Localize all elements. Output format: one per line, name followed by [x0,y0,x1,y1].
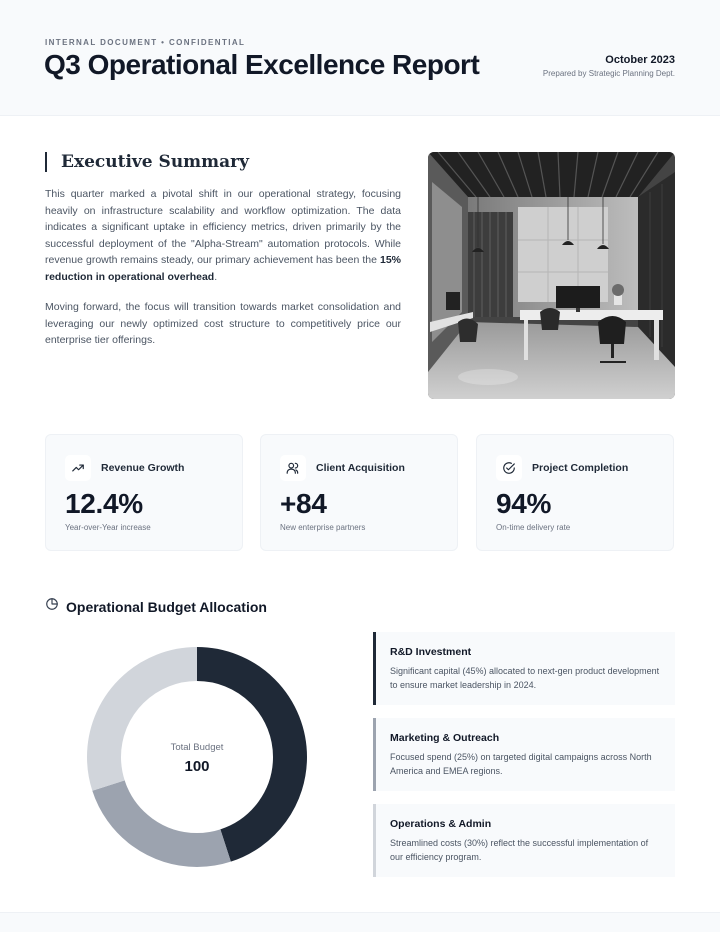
kpi-subtitle: On-time delivery rate [496,523,571,532]
budget-title: Operational Budget Allocation [66,598,267,615]
donut-center-label: Total Budget [170,742,224,753]
document-classification: INTERNAL DOCUMENT • CONFIDENTIAL [45,38,246,47]
allocation-description: Significant capital (45%) allocated to next-gen product development to ensure market leadership in 2024. [390,666,660,690]
pie-chart-icon [45,597,59,616]
kpi-value: 12.4% [65,488,143,519]
kpi-title: Client Acquisition [316,462,405,474]
office-photo [428,152,675,399]
summary-paragraph-2: Moving forward, the focus will transition towards market consolidation and leveraging our newly optimized cost structure to competitively price our enterprise tier offerings. [45,301,401,346]
budget-section-heading [45,597,267,616]
prepared-by: Prepared by Strategic Planning Dept. [542,69,675,78]
allocation-card-rnd [373,632,675,705]
kpi-value: +84 [280,488,327,519]
kpi-title: Revenue Growth [101,462,185,474]
report-header [0,0,720,116]
kpi-card-revenue-growth [45,434,243,551]
summary-p1-highlight: 15% reduction in operational overhead [45,254,401,283]
kpi-subtitle: Year-over-Year increase [65,523,151,532]
trending-up-icon [65,455,91,481]
allocation-card-marketing [373,718,675,791]
executive-summary-heading: Executive Summary [45,152,249,172]
allocation-title: Marketing & Outreach [390,732,500,744]
kpi-title: Project Completion [532,462,629,474]
page-title: Q3 Operational Excellence Report [44,49,480,80]
kpi-value: 94% [496,488,552,519]
summary-p1-text: This quarter marked a pivotal shift in our operational strategy, focusing heavily on infrastructure scalability and workflow optimization. The data indicates a significant uptake in efficiency metrics, driven primarily by the successful deployment of the "Alpha-Stream" automation protocols. While revenue growth remains steady, our primary achievement has been the [45,188,401,266]
summary-paragraph-1 [45,186,401,285]
summary-p1-end: . [214,270,218,283]
allocation-description: Streamlined costs (30%) reflect the successful implementation of our efficiency program. [390,838,649,862]
users-icon [280,455,306,481]
allocation-card-operations [373,804,675,877]
allocation-title: Operations & Admin [390,818,492,830]
kpi-subtitle: New enterprise partners [280,523,366,532]
check-circle-icon [496,455,522,481]
budget-donut-chart [87,647,307,867]
kpi-card-client-acquisition [260,434,458,551]
report-date: October 2023 [605,54,675,66]
page-footer [0,912,720,932]
donut-center-value: 100 [184,758,210,775]
allocation-description: Focused spend (25%) on targeted digital campaigns across North America and EMEA regions. [390,752,652,776]
allocation-title: R&D Investment [390,646,472,658]
kpi-card-project-completion [476,434,674,551]
